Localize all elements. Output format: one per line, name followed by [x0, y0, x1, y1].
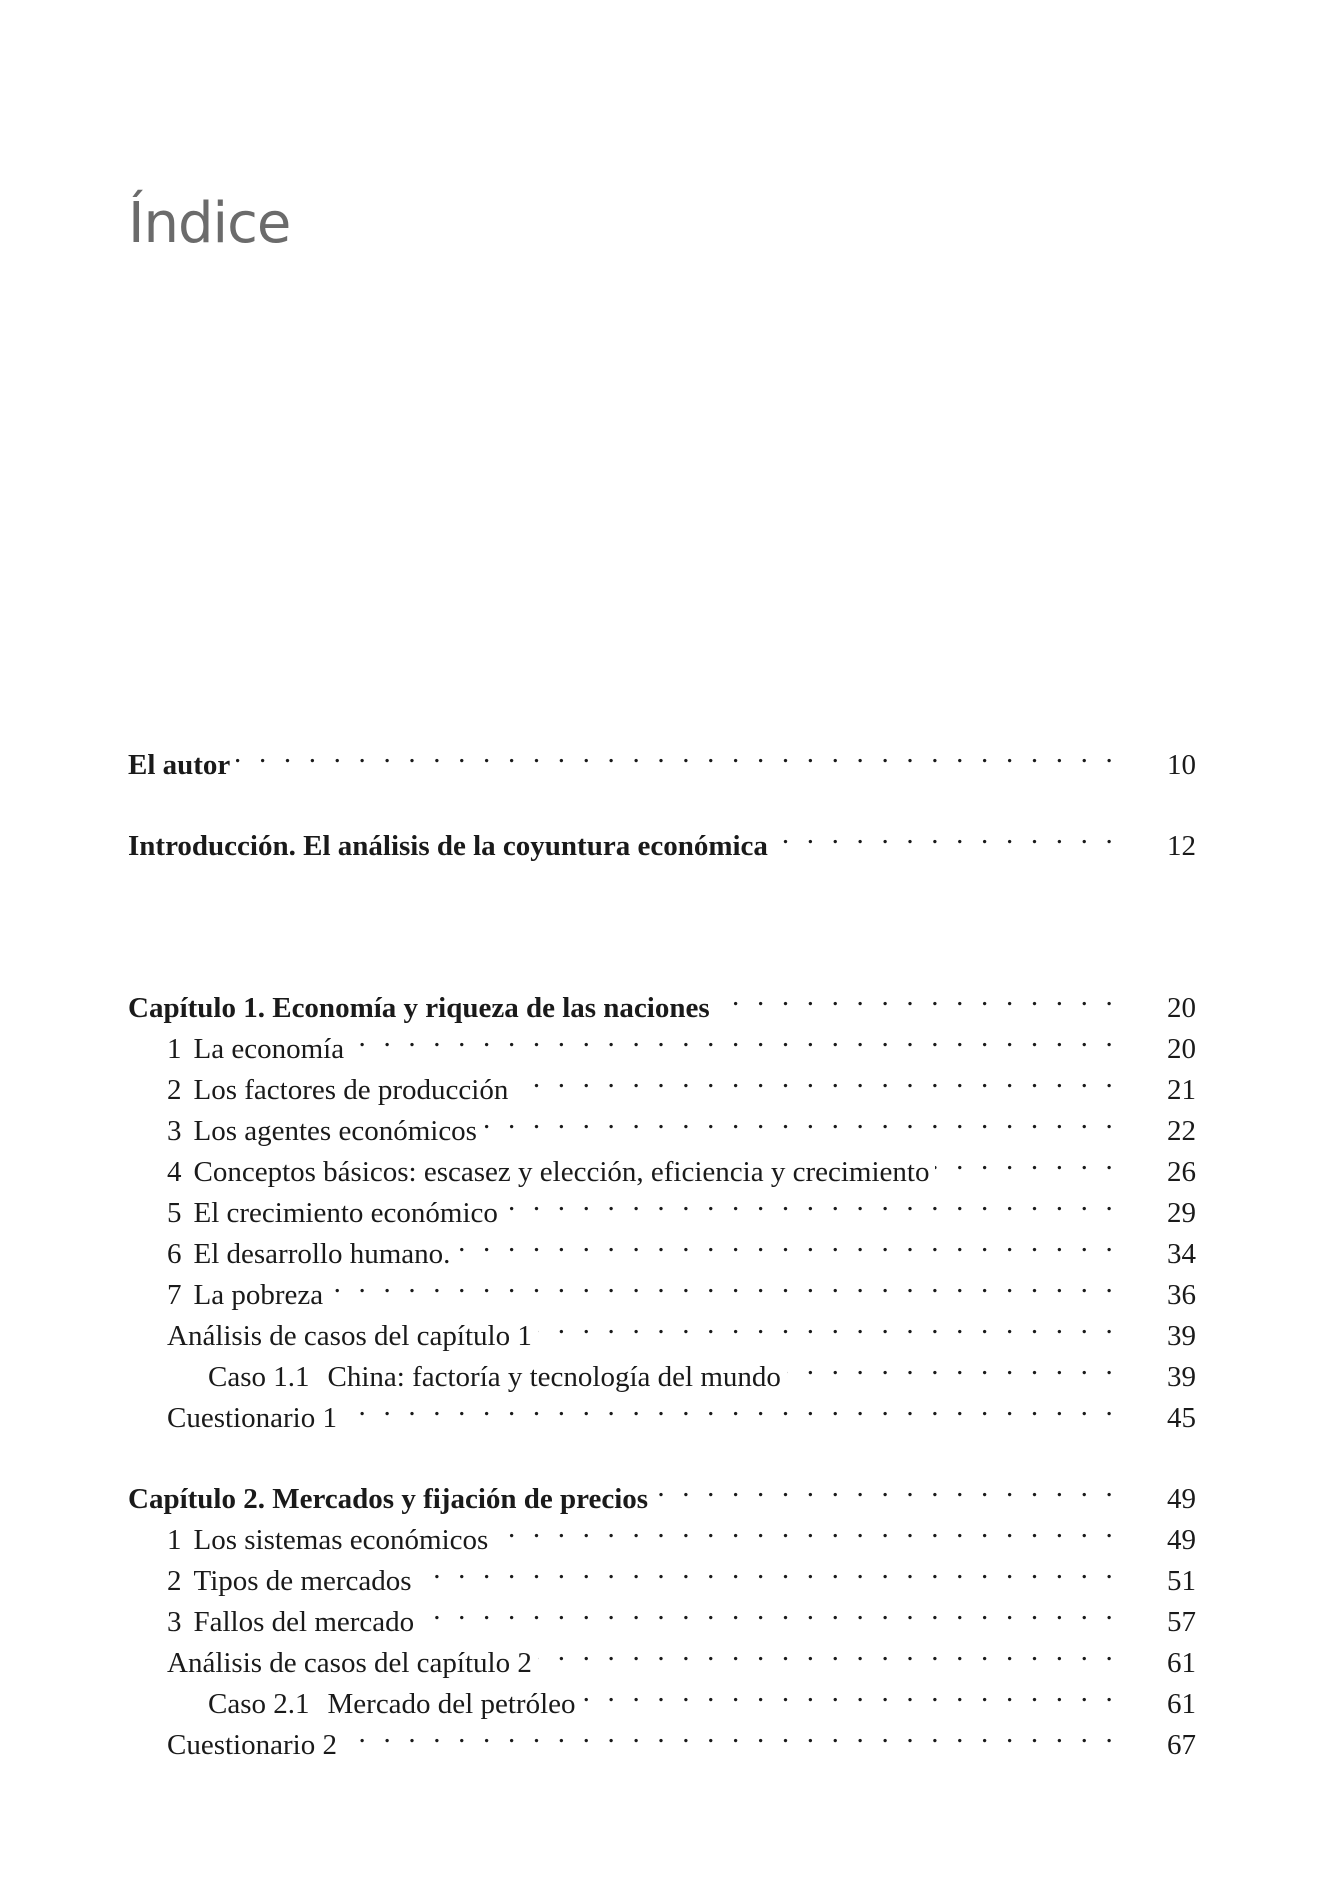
toc-entry-introduccion[interactable]: [128, 814, 1198, 862]
toc-entry-chapter-1[interactable]: [128, 976, 1198, 1024]
toc-section-number: 4: [167, 1156, 182, 1188]
dot-leader: [654, 1467, 1118, 1508]
toc-section-number: 6: [167, 1238, 182, 1270]
toc-entry-label: Conceptos básicos: escasez y elección, eficiencia y crecimiento: [193, 1156, 930, 1188]
toc-page-number: 49: [1167, 1524, 1196, 1556]
toc-page-number: 21: [1167, 1074, 1196, 1106]
dot-leader: [350, 1017, 1118, 1058]
dot-leader: [774, 814, 1118, 855]
toc-entry-label: Capítulo 1. Economía y riqueza de las naciones: [128, 992, 710, 1024]
dot-leader: [494, 1508, 1118, 1549]
toc-section-number: 1: [167, 1524, 182, 1556]
toc-section-number: 5: [167, 1197, 182, 1229]
toc-section-number: 2: [167, 1565, 182, 1597]
toc-entry-label: La economía: [193, 1033, 345, 1065]
dot-leader: [504, 1181, 1118, 1222]
toc-entry-label: Capítulo 2. Mercados y fijación de precios: [128, 1483, 649, 1515]
dot-leader: [418, 1549, 1118, 1590]
toc-entry-label: Análisis de casos del capítulo 2: [167, 1647, 532, 1679]
toc-page-number: 10: [1167, 749, 1196, 781]
toc-section-number: 2: [167, 1074, 182, 1106]
dot-leader: [716, 976, 1118, 1017]
dot-leader: [236, 733, 1118, 774]
dot-leader: [538, 1631, 1118, 1672]
toc-page-number: 39: [1167, 1320, 1196, 1352]
toc-entry-label: Los agentes económicos: [193, 1115, 477, 1147]
table-of-contents: [128, 733, 1198, 1761]
dot-leader: [787, 1345, 1118, 1386]
toc-entry-label: Análisis de casos del capítulo 1: [167, 1320, 532, 1352]
dot-leader: [514, 1058, 1118, 1099]
dot-leader: [420, 1590, 1118, 1631]
toc-page-number: 36: [1167, 1279, 1196, 1311]
toc-page-number: 20: [1167, 1033, 1196, 1065]
dot-leader: [538, 1304, 1118, 1345]
toc-page-number: 39: [1167, 1361, 1196, 1393]
toc-page-number: 49: [1167, 1483, 1196, 1515]
toc-page-number: 51: [1167, 1565, 1196, 1597]
toc-page-number: 34: [1167, 1238, 1196, 1270]
toc-page-number: 26: [1167, 1156, 1196, 1188]
dot-leader: [343, 1713, 1118, 1754]
toc-page-number: 20: [1167, 992, 1196, 1024]
page-title: Índice: [128, 191, 291, 256]
toc-page-number: 12: [1167, 830, 1196, 862]
dot-leader: [456, 1222, 1118, 1263]
toc-section-number: 1: [167, 1033, 182, 1065]
dot-leader: [329, 1263, 1118, 1304]
toc-entry-label: El autor: [128, 749, 231, 781]
toc-page-number: 29: [1167, 1197, 1196, 1229]
toc-section-number: 3: [167, 1606, 182, 1638]
toc-page-number: 22: [1167, 1115, 1196, 1147]
toc-entry-label: Tipos de mercados: [193, 1565, 412, 1597]
toc-entry-label: China: factoría y tecnología del mundo: [327, 1361, 781, 1393]
toc-entry-label: Cuestionario 2: [167, 1729, 337, 1761]
toc-page-number: 67: [1167, 1729, 1196, 1761]
toc-entry-label: La pobreza: [193, 1279, 324, 1311]
toc-entry-label: El desarrollo humano.: [193, 1238, 451, 1270]
dot-leader: [483, 1099, 1118, 1140]
toc-page-number: 61: [1167, 1647, 1196, 1679]
toc-section-number: 3: [167, 1115, 182, 1147]
dot-leader: [935, 1140, 1118, 1181]
toc-entry-autor[interactable]: [128, 733, 1198, 781]
toc-entry-label: Fallos del mercado: [193, 1606, 415, 1638]
toc-page-number: 57: [1167, 1606, 1196, 1638]
toc-entry-label: Los sistemas económicos: [193, 1524, 489, 1556]
toc-entry-label: Cuestionario 1: [167, 1402, 337, 1434]
toc-case-number: Caso 1.1: [208, 1361, 310, 1393]
toc-entry-chapter-2[interactable]: [128, 1467, 1198, 1515]
dot-leader: [582, 1672, 1118, 1713]
toc-section-number: 7: [167, 1279, 182, 1311]
toc-entry-label: Mercado del petróleo: [327, 1688, 576, 1720]
toc-entry-label: Introducción. El análisis de la coyuntura económica: [128, 830, 768, 862]
toc-page-number: 61: [1167, 1688, 1196, 1720]
toc-entry-label: El crecimiento económico: [193, 1197, 498, 1229]
toc-page-number: 45: [1167, 1402, 1196, 1434]
toc-entry-label: Los factores de producción: [193, 1074, 509, 1106]
dot-leader: [343, 1386, 1118, 1427]
toc-case-number: Caso 2.1: [208, 1688, 310, 1720]
